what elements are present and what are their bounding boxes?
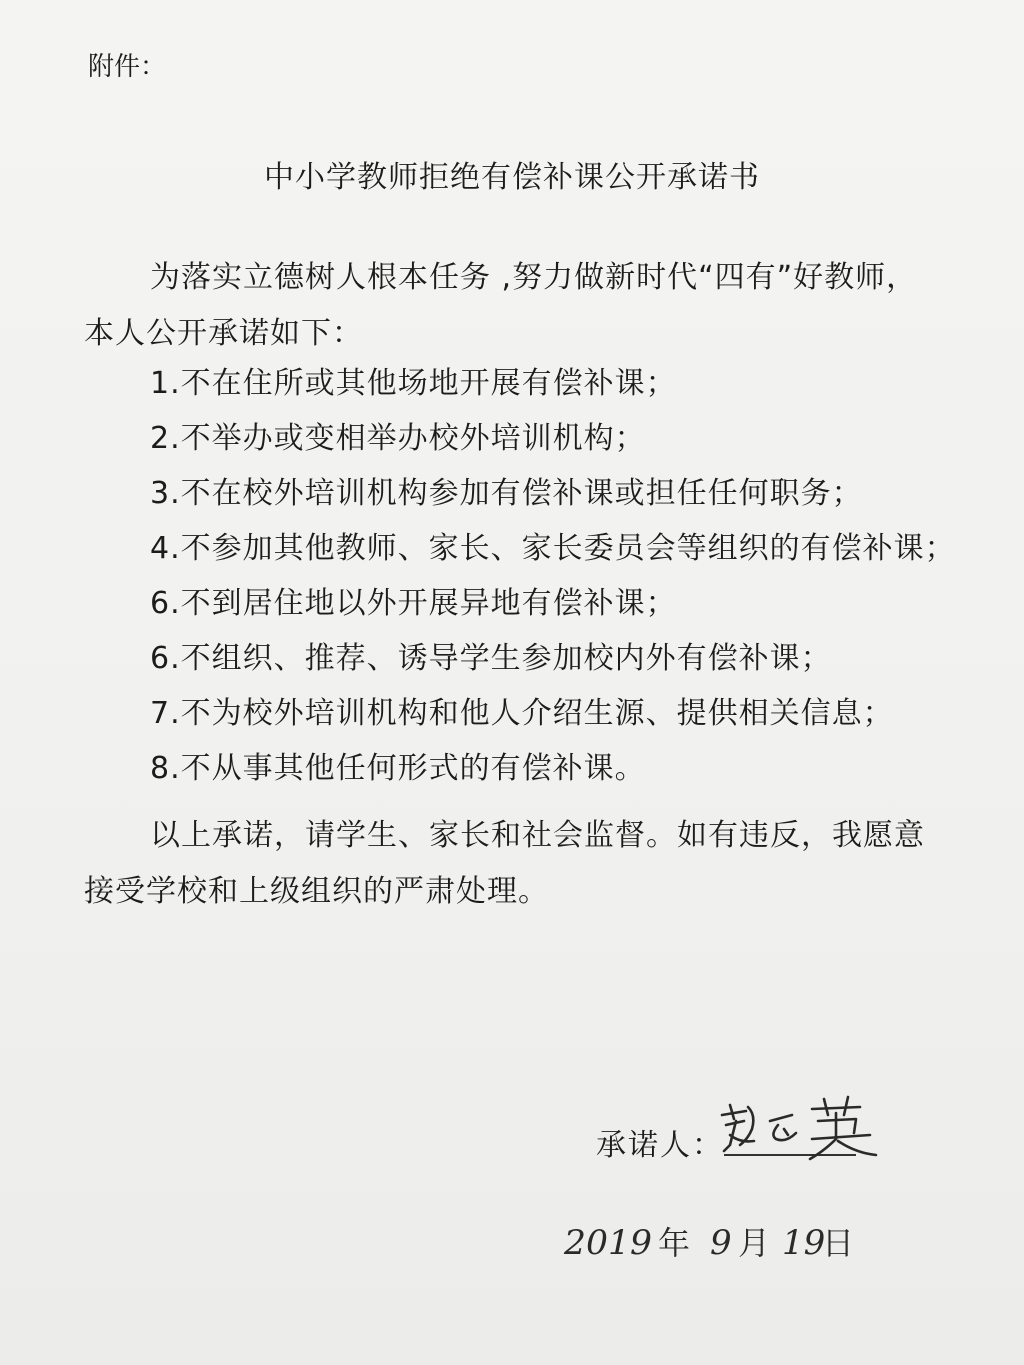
commitment-list [150, 364, 956, 804]
document-title: 中小学教师拒绝有偿补课公开承诺书 [264, 160, 760, 195]
date-day: 19 [782, 1223, 826, 1263]
intro-line-1: 为落实立德树人根本任务 ,努力做新时代“四有”好教师， [150, 260, 918, 295]
commitment-item: 6.不到居住地以外开展异地有偿补课； [150, 586, 677, 621]
date-month: 9 [710, 1223, 732, 1263]
intro-line-2: 本人公开承诺如下： [84, 316, 363, 351]
commitment-item: 1.不在住所或其他场地开展有偿补课； [150, 366, 677, 401]
date-month-suffix: 月 [738, 1224, 771, 1262]
commitment-item: 6.不组织、推荐、诱导学生参加校内外有偿补课； [150, 641, 832, 676]
date-day-suffix: 日 [822, 1224, 855, 1262]
attachment-label: 附件： [88, 52, 167, 82]
closing-line-1: 以上承诺，请学生、家长和社会监督。如有违反，我愿意 [150, 818, 925, 853]
signer-label: 承诺人： [596, 1128, 724, 1163]
commitment-item: 7.不为校外培训机构和他人介绍生源、提供相关信息； [150, 696, 894, 731]
commitment-item: 2.不举办或变相举办校外培训机构； [150, 421, 646, 456]
commitment-item: 3.不在校外培训机构参加有偿补课或担任任何职务； [150, 476, 863, 511]
commitment-item: 4.不参加其他教师、家长、家长委员会等组织的有偿补课； [150, 531, 956, 566]
closing-line-2: 接受学校和上级组织的严肃处理。 [84, 874, 549, 909]
date-year: 2019 [562, 1223, 652, 1263]
handwritten-signature [700, 1085, 890, 1165]
signing-date [560, 1210, 880, 1280]
commitment-item: 8.不从事其他任何形式的有偿补课。 [150, 751, 646, 786]
date-year-suffix: 年 [658, 1224, 691, 1262]
